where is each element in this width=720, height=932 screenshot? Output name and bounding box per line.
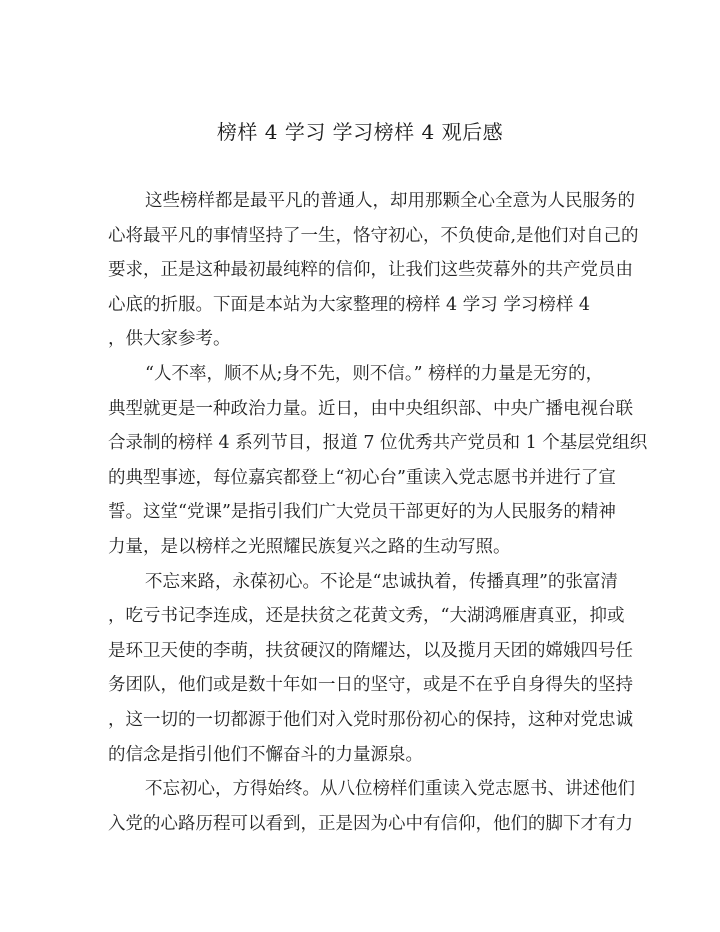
paragraph-line: 入党的心路历程可以看到，正是因为心中有信仰，他们的脚下才有力	[108, 813, 633, 834]
paragraph-line: 的典型事迹，每位嘉宾都登上“初心台”重读入党志愿书并进行了宣	[108, 467, 616, 488]
paragraph-line: 力量，是以榜样之光照耀民族复兴之路的生动写照。	[108, 536, 511, 557]
paragraph-line: 合录制的榜样 4 系列节目，报道 7 位优秀共产党员和 1 个基层党组织	[108, 433, 648, 454]
paragraph-line: ，供大家参考。	[108, 329, 231, 350]
paragraph-line: 典型就更是一种政治力量。近日，由中央组织部、中央广播电视台联	[108, 398, 633, 419]
paragraph-line: 心将最平凡的事情坚持了一生，恪守初心，不负使命,是他们对自己的	[108, 225, 639, 246]
paragraph-line: ，这一切的一切都源于他们对入党时那份初心的保持，这种对党忠诚	[108, 709, 633, 730]
paragraph-line: 这些榜样都是最平凡的普通人，却用那颗全心全意为人民服务的	[145, 191, 635, 211]
paragraph-3	[108, 565, 633, 773]
paragraph-2	[108, 357, 648, 565]
paragraph-line: 务团队，他们或是数十年如一日的坚守，或是不在乎自身得失的坚持	[108, 675, 633, 696]
paragraph-line: 心底的折服。下面是本站为大家整理的榜样 4 学习 学习榜样 4	[108, 294, 591, 315]
paragraph-line: ，吃亏书记李连成，还是扶贫之花黄文秀，“大湖鸿雁唐真亚，抑或	[108, 606, 625, 627]
paragraph-line: 誓。这堂“党课”是指引我们广大党员干部更好的为人民服务的精神	[108, 502, 616, 523]
paragraph-line: “人不率，顺不从;身不先，则不信。” 榜样的力量是无穷的，	[145, 363, 604, 384]
paragraph-1	[108, 184, 639, 357]
paragraph-line: 不忘来路，永葆初心。不论是“忠诚执着，传播真理”的张富清	[145, 571, 618, 592]
paragraph-line: 是环卫天使的李萌，扶贫硬汉的隋耀达，以及揽月天团的嫦娥四号任	[108, 640, 633, 661]
paragraph-line: 的信念是指引他们不懈奋斗的力量源泉。	[108, 744, 423, 765]
paragraph-line: 要求，正是这种最初最纯粹的信仰，让我们这些荧幕外的共产党员由	[108, 260, 633, 281]
document-title: 榜样 4 学习 学习榜样 4 观后感	[216, 120, 504, 144]
paragraph-line: 不忘初心，方得始终。从八位榜样们重读入党志愿书、讲述他们	[145, 779, 635, 800]
document-body	[108, 184, 648, 841]
paragraph-4	[108, 772, 635, 841]
